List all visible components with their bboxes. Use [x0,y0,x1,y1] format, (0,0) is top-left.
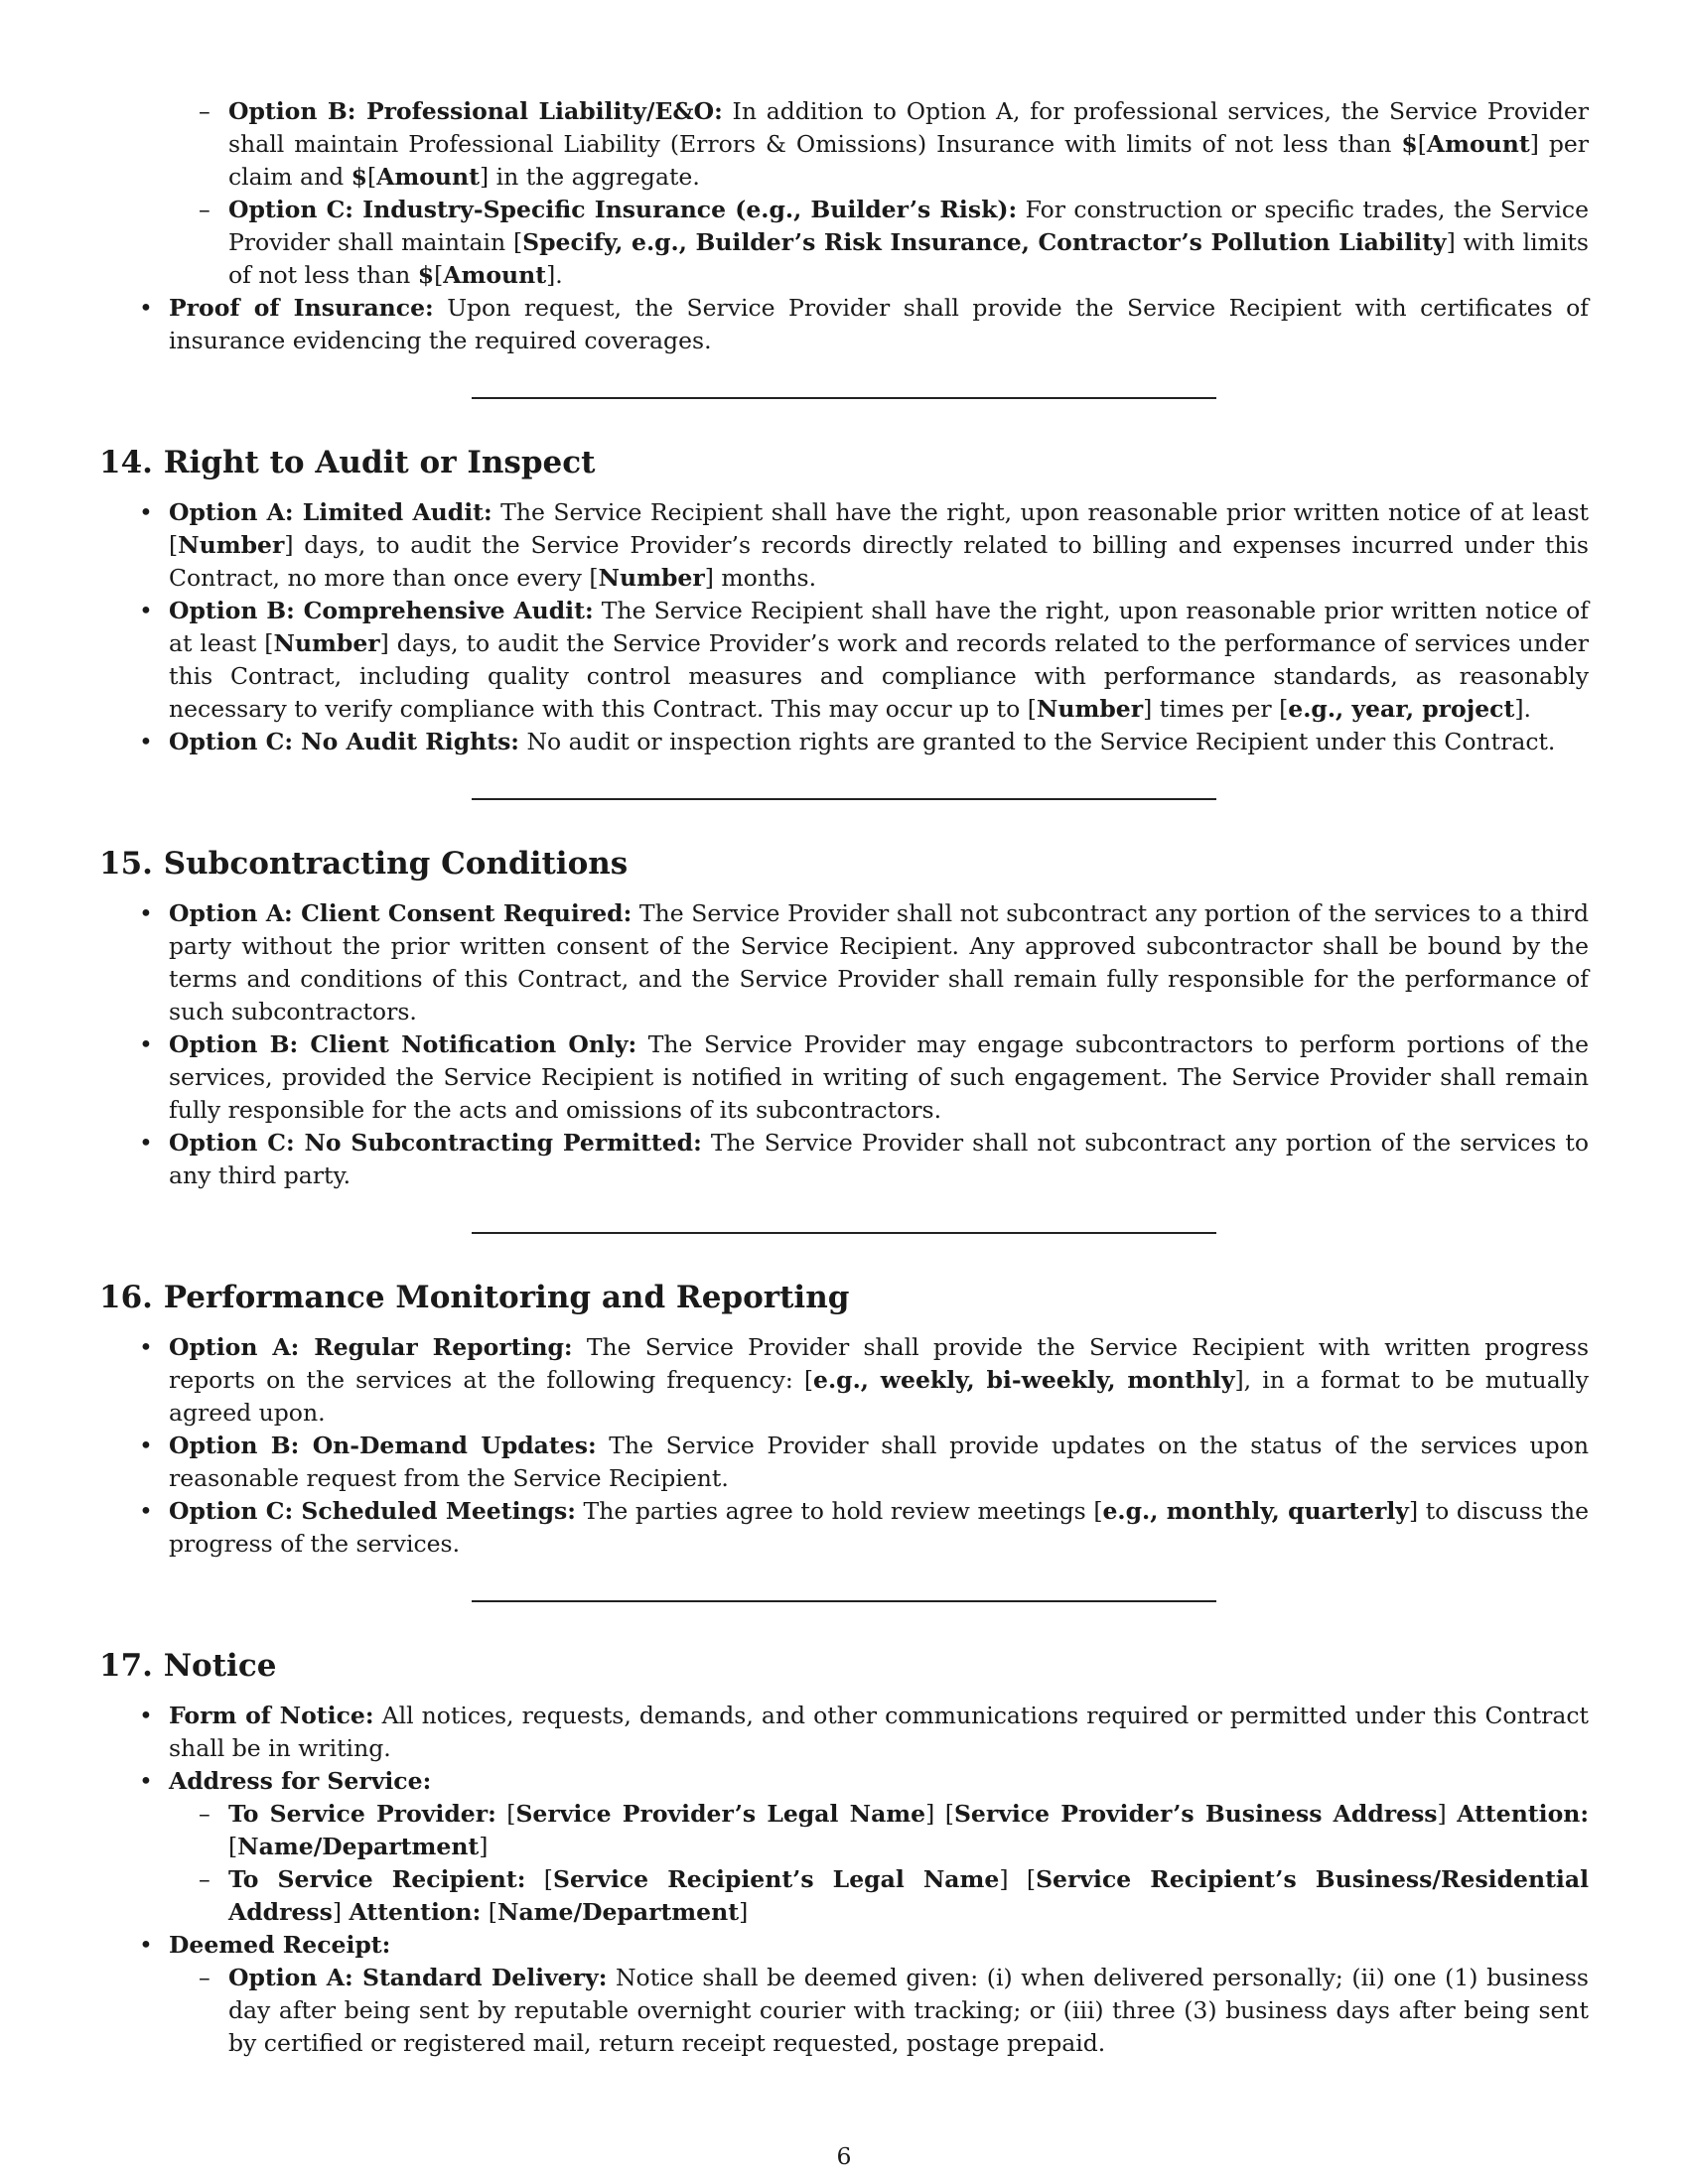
bold-placeholder: Amount [1426,130,1530,158]
bold-placeholder: Specify, e.g., Builder’s Risk Insurance, Contractor’s Pollution Liability [522,228,1447,256]
section-list [99,897,1589,1192]
sub-item-label: To Service Provider: [228,1800,496,1828]
bold-placeholder: Name/Department [237,1833,480,1860]
insurance-item: • Proof of Insurance: Upon request, the Service Provider shall provide the Service Recipient with certificates of insurance evidencing the required coverages. [99,292,1589,357]
bold-placeholder: Name/Department [496,1898,740,1926]
list-item-label: Option B: Client Notification Only: [169,1030,637,1058]
list-item [99,1765,1589,1929]
list-item: • Option A: Client Consent Required: The Service Provider shall not subcontract any portion of the services to a third party without the prior written consent of the Service Recipient. Any approved subcontractor shall be bound by the terms and conditions of this Contract, and the Service Provider shall remain fully responsible for the performance of such subcontractors. [99,897,1589,1028]
page-number: 6 [836,2142,852,2170]
bold-placeholder: Service Recipient’s Business/Residential Address [228,1865,1590,1926]
section-list [99,1331,1589,1561]
list-item: • Option C: No Subcontracting Permitted: The Service Provider shall not subcontract any portion of the services to any third party. [99,1127,1589,1192]
list-item-label: Option B: On-Demand Updates: [169,1432,597,1459]
bold-placeholder: Attention: [349,1898,482,1926]
bold-placeholder: e.g., weekly, bi-weekly, monthly [813,1366,1235,1394]
bold-placeholder: Attention: [1457,1800,1590,1828]
continued-insurance-items [99,292,1589,357]
continued-insurance-options [99,95,1589,292]
bold-placeholder: $ [417,261,435,289]
list-item-label: Option A: Regular Reporting: [169,1333,573,1361]
bold-placeholder: Number [273,629,380,657]
list-item: • Form of Notice: All notices, requests, demands, and other communications required or permitted under this Contract shall be in writing. [99,1700,1589,1765]
bold-placeholder: Service Provider’s Legal Name [515,1800,926,1828]
list-item: • Option B: On-Demand Updates: The Service Provider shall provide updates on the status of the services upon reasonable request from the Service Recipient. [99,1430,1589,1495]
list-item: • Option A: Limited Audit: The Service Recipient shall have the right, upon reasonable prior written notice of at least [Number] days, to audit the Service Provider’s records directly related to billing and expenses incurred under this Contract, no more than once every [Number] months. [99,496,1589,595]
sub-item-label: Option A: Standard Delivery: [228,1964,608,1991]
list-item: • Option B: Comprehensive Audit: The Service Recipient shall have the right, upon reasonable prior written notice of at least [Number] days, to audit the Service Provider’s work and records related to the performance of services under this Contract, including quality control measures and compliance with performance standards, as reasonably necessary to verify compliance with this Contract. This may occur up to [Number] times per [e.g., year, project]. [99,595,1589,726]
list-item-label: Option C: No Audit Rights: [169,728,519,755]
sub-item: – To Service Provider: [Service Provider’s Legal Name] [Service Provider’s Business Address] Attention: [Name/Department] [99,1798,1589,1863]
sub-list [99,1962,1589,2060]
list-item-label: Address for Service: [169,1767,432,1795]
section-title: 14. Right to Audit or Inspect [99,445,596,480]
bold-placeholder: $ [351,163,367,191]
bold-placeholder: Service Recipient’s Legal Name [552,1865,1000,1893]
insurance-option-label: Option B: Professional Liability/E&O: [228,97,723,125]
sub-item: – Option A: Standard Delivery: Notice shall be deemed given: (i) when delivered personally; (ii) one (1) business day after being sent by reputable overnight courier with tracking; or (iii) three (3) business days after being sent by certified or registered mail, return receipt requested, postage prepaid. [99,1962,1589,2060]
list-item-label: Option C: Scheduled Meetings: [169,1497,576,1525]
list-item-label: Option A: Limited Audit: [169,498,492,526]
bold-placeholder: e.g., monthly, quarterly [1102,1497,1409,1525]
section-list [99,1700,1589,2060]
bold-placeholder: Amount [443,261,547,289]
bold-placeholder: Service Provider’s Business Address [953,1800,1438,1828]
section-title: 15. Subcontracting Conditions [99,846,629,882]
insurance-item-label: Proof of Insurance: [169,294,434,322]
list-item [99,1929,1589,2060]
insurance-option-item: – Option C: Industry-Specific Insurance (e.g., Builder’s Risk): For construction or specific trades, the Service Provider shall maintain [Specify, e.g., Builder’s Risk Insurance, Contractor’s Pollution Liability] with limits of not less than $[Amount]. [99,194,1589,292]
section-divider [472,1232,1216,1234]
list-item: • Option B: Client Notification Only: The Service Provider may engage subcontractors to perform portions of the services, provided the Service Recipient is notified in writing of such engagement. The Service Provider shall remain fully responsible for the acts and omissions of its subcontractors. [99,1028,1589,1127]
section-divider [472,1600,1216,1602]
section-divider [472,397,1216,399]
list-item-label: Option A: Client Consent Required: [169,899,633,927]
section-title: 16. Performance Monitoring and Reporting [99,1280,850,1315]
list-item-label: Option B: Comprehensive Audit: [169,597,594,624]
list-item: • Option A: Regular Reporting: The Service Provider shall provide the Service Recipient with written progress reports on the services at the following frequency: [e.g., weekly, bi-weekly, monthly], in a format to be mutually agreed upon. [99,1331,1589,1430]
section-divider [472,798,1216,800]
sub-list [99,1798,1589,1929]
section-list [99,496,1589,758]
section-title: 17. Notice [99,1648,277,1684]
insurance-option-label: Option C: Industry-Specific Insurance (e.g., Builder’s Risk): [228,196,1018,223]
bold-placeholder: Number [178,531,285,559]
list-item: • Option C: Scheduled Meetings: The parties agree to hold review meetings [e.g., monthly, quarterly] to discuss the progress of the services. [99,1495,1589,1561]
list-item-label: Option C: No Subcontracting Permitted: [169,1129,702,1157]
bold-placeholder: $ [1401,130,1418,158]
sections-container [99,443,1589,2060]
document-page [99,95,1589,2060]
insurance-option-item: – Option B: Professional Liability/E&O: In addition to Option A, for professional services, the Service Provider shall maintain Professional Liability (Errors & Omissions) Insurance with limits of not less than $[Amount] per claim and $[Amount] in the aggregate. [99,95,1589,194]
bold-placeholder: Number [1036,695,1144,723]
bold-placeholder: Number [598,564,705,592]
list-item-label: Form of Notice: [169,1702,374,1729]
sub-item-label: To Service Recipient: [228,1865,526,1893]
sub-item: – To Service Recipient: [Service Recipient’s Legal Name] [Service Recipient’s Business/Residential Address] Attention: [Name/Department] [99,1863,1589,1929]
bold-placeholder: e.g., year, project [1288,695,1515,723]
list-item: • Option C: No Audit Rights: No audit or inspection rights are granted to the Service Recipient under this Contract. [99,726,1589,758]
bold-placeholder: Amount [376,163,480,191]
list-item-label: Deemed Receipt: [169,1931,391,1959]
